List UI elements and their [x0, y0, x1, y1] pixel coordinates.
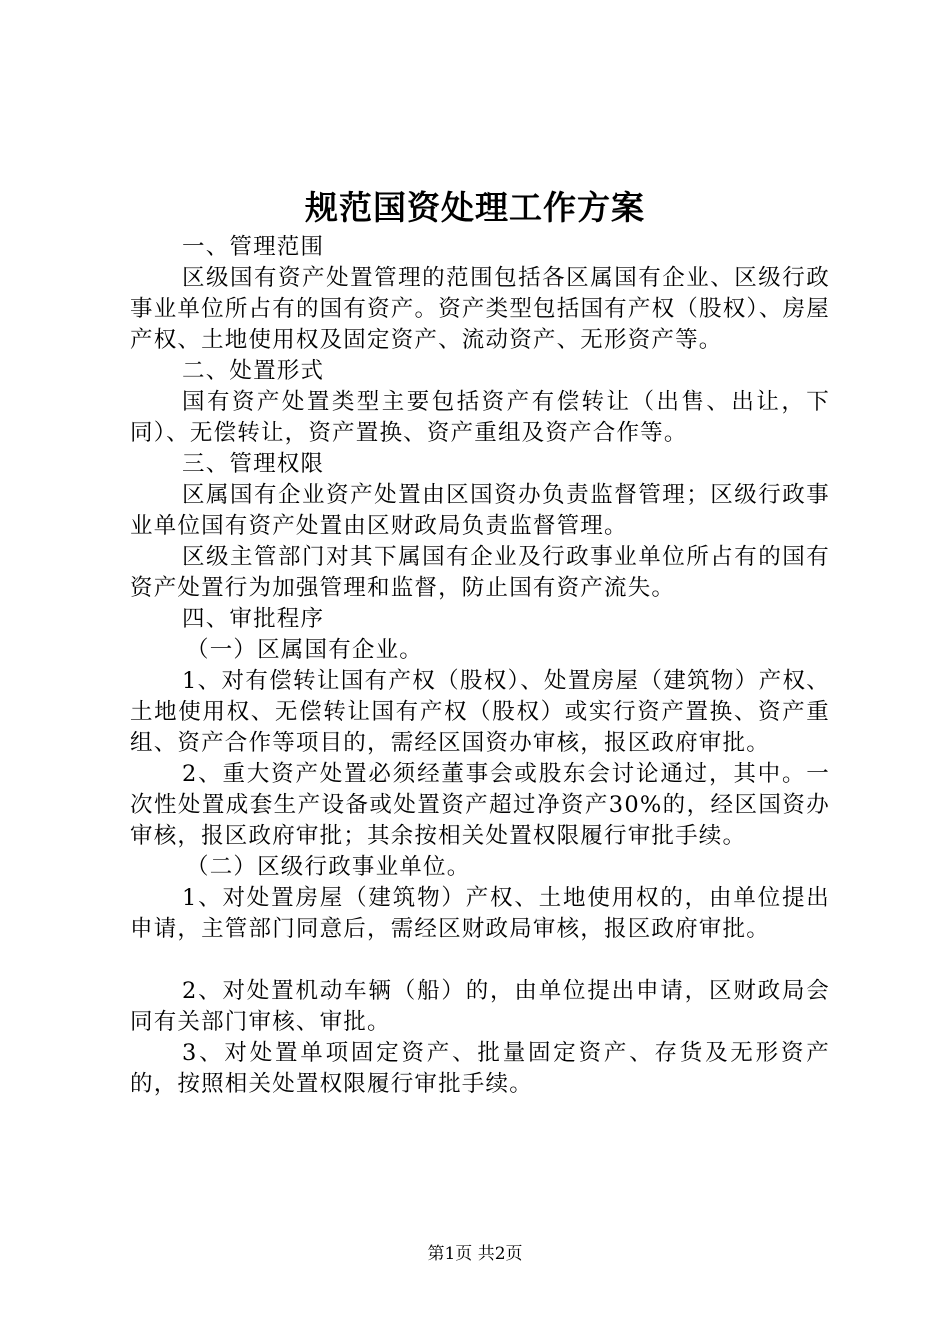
subsection-2-heading: （二）区级行政事业单位。	[186, 854, 471, 880]
subsection-1-item-2: 2、重大资产处置必须经董事会或股东会讨论通过，其中。一次性处置成套生产设备或处置资产超过净资产30%的，经区国资办审核，报区政府审批；其余按相关处置权限履行审批手续。	[130, 761, 830, 849]
subsection-1-heading: （一）区属国有企业。	[186, 637, 424, 663]
subsection-2-item-2: 2、对处置机动车辆（船）的，由单位提出申请，区财政局会同有关部门审核、审批。	[130, 978, 830, 1035]
section-3-heading: 三、管理权限	[182, 451, 325, 477]
section-1-paragraph: 区级国有资产处置管理的范围包括各区属国有企业、区级行政事业单位所占有的国有资产。资产类型包括国有产权（股权）、房屋产权、土地使用权及固定资产、流动资产、无形资产等。	[130, 265, 830, 353]
section-4-heading: 四、审批程序	[182, 606, 325, 632]
section-1-heading: 一、管理范围	[182, 234, 325, 260]
subsection-2-item-1: 1、对处置房屋（建筑物）产权、土地使用权的，由单位提出申请，主管部门同意后，需经区财政局审核，报区政府审批。	[130, 885, 830, 942]
document-title: 规范国资处理工作方案	[305, 188, 645, 227]
subsection-2-item-3: 3、对处置单项固定资产、批量固定资产、存货及无形资产的，按照相关处置权限履行审批手续。	[130, 1040, 830, 1097]
paragraph-spacer	[130, 945, 830, 976]
section-3-paragraph-2: 区级主管部门对其下属国有企业及行政事业单位所占有的国有资产处置行为加强管理和监督，防止国有资产流失。	[130, 544, 830, 601]
document-body	[130, 232, 830, 1100]
section-2-heading: 二、处置形式	[182, 358, 325, 384]
subsection-1-item-1: 1、对有偿转让国有产权（股权）、处置房屋（建筑物）产权、土地使用权、无偿转让国有产权（股权）或实行资产置换、资产重组、资产合作等项目的，需经区国资办审核，报区政府审批。	[130, 668, 830, 756]
section-3-paragraph-1: 区属国有企业资产处置由区国资办负责监督管理；区级行政事业单位国有资产处置由区财政局负责监督管理。	[130, 482, 830, 539]
page-number-footer: 第1页 共2页	[427, 1244, 523, 1264]
section-2-paragraph: 国有资产处置类型主要包括资产有偿转让（出售、出让，下同）、无偿转让，资产置换、资产重组及资产合作等。	[130, 389, 830, 446]
